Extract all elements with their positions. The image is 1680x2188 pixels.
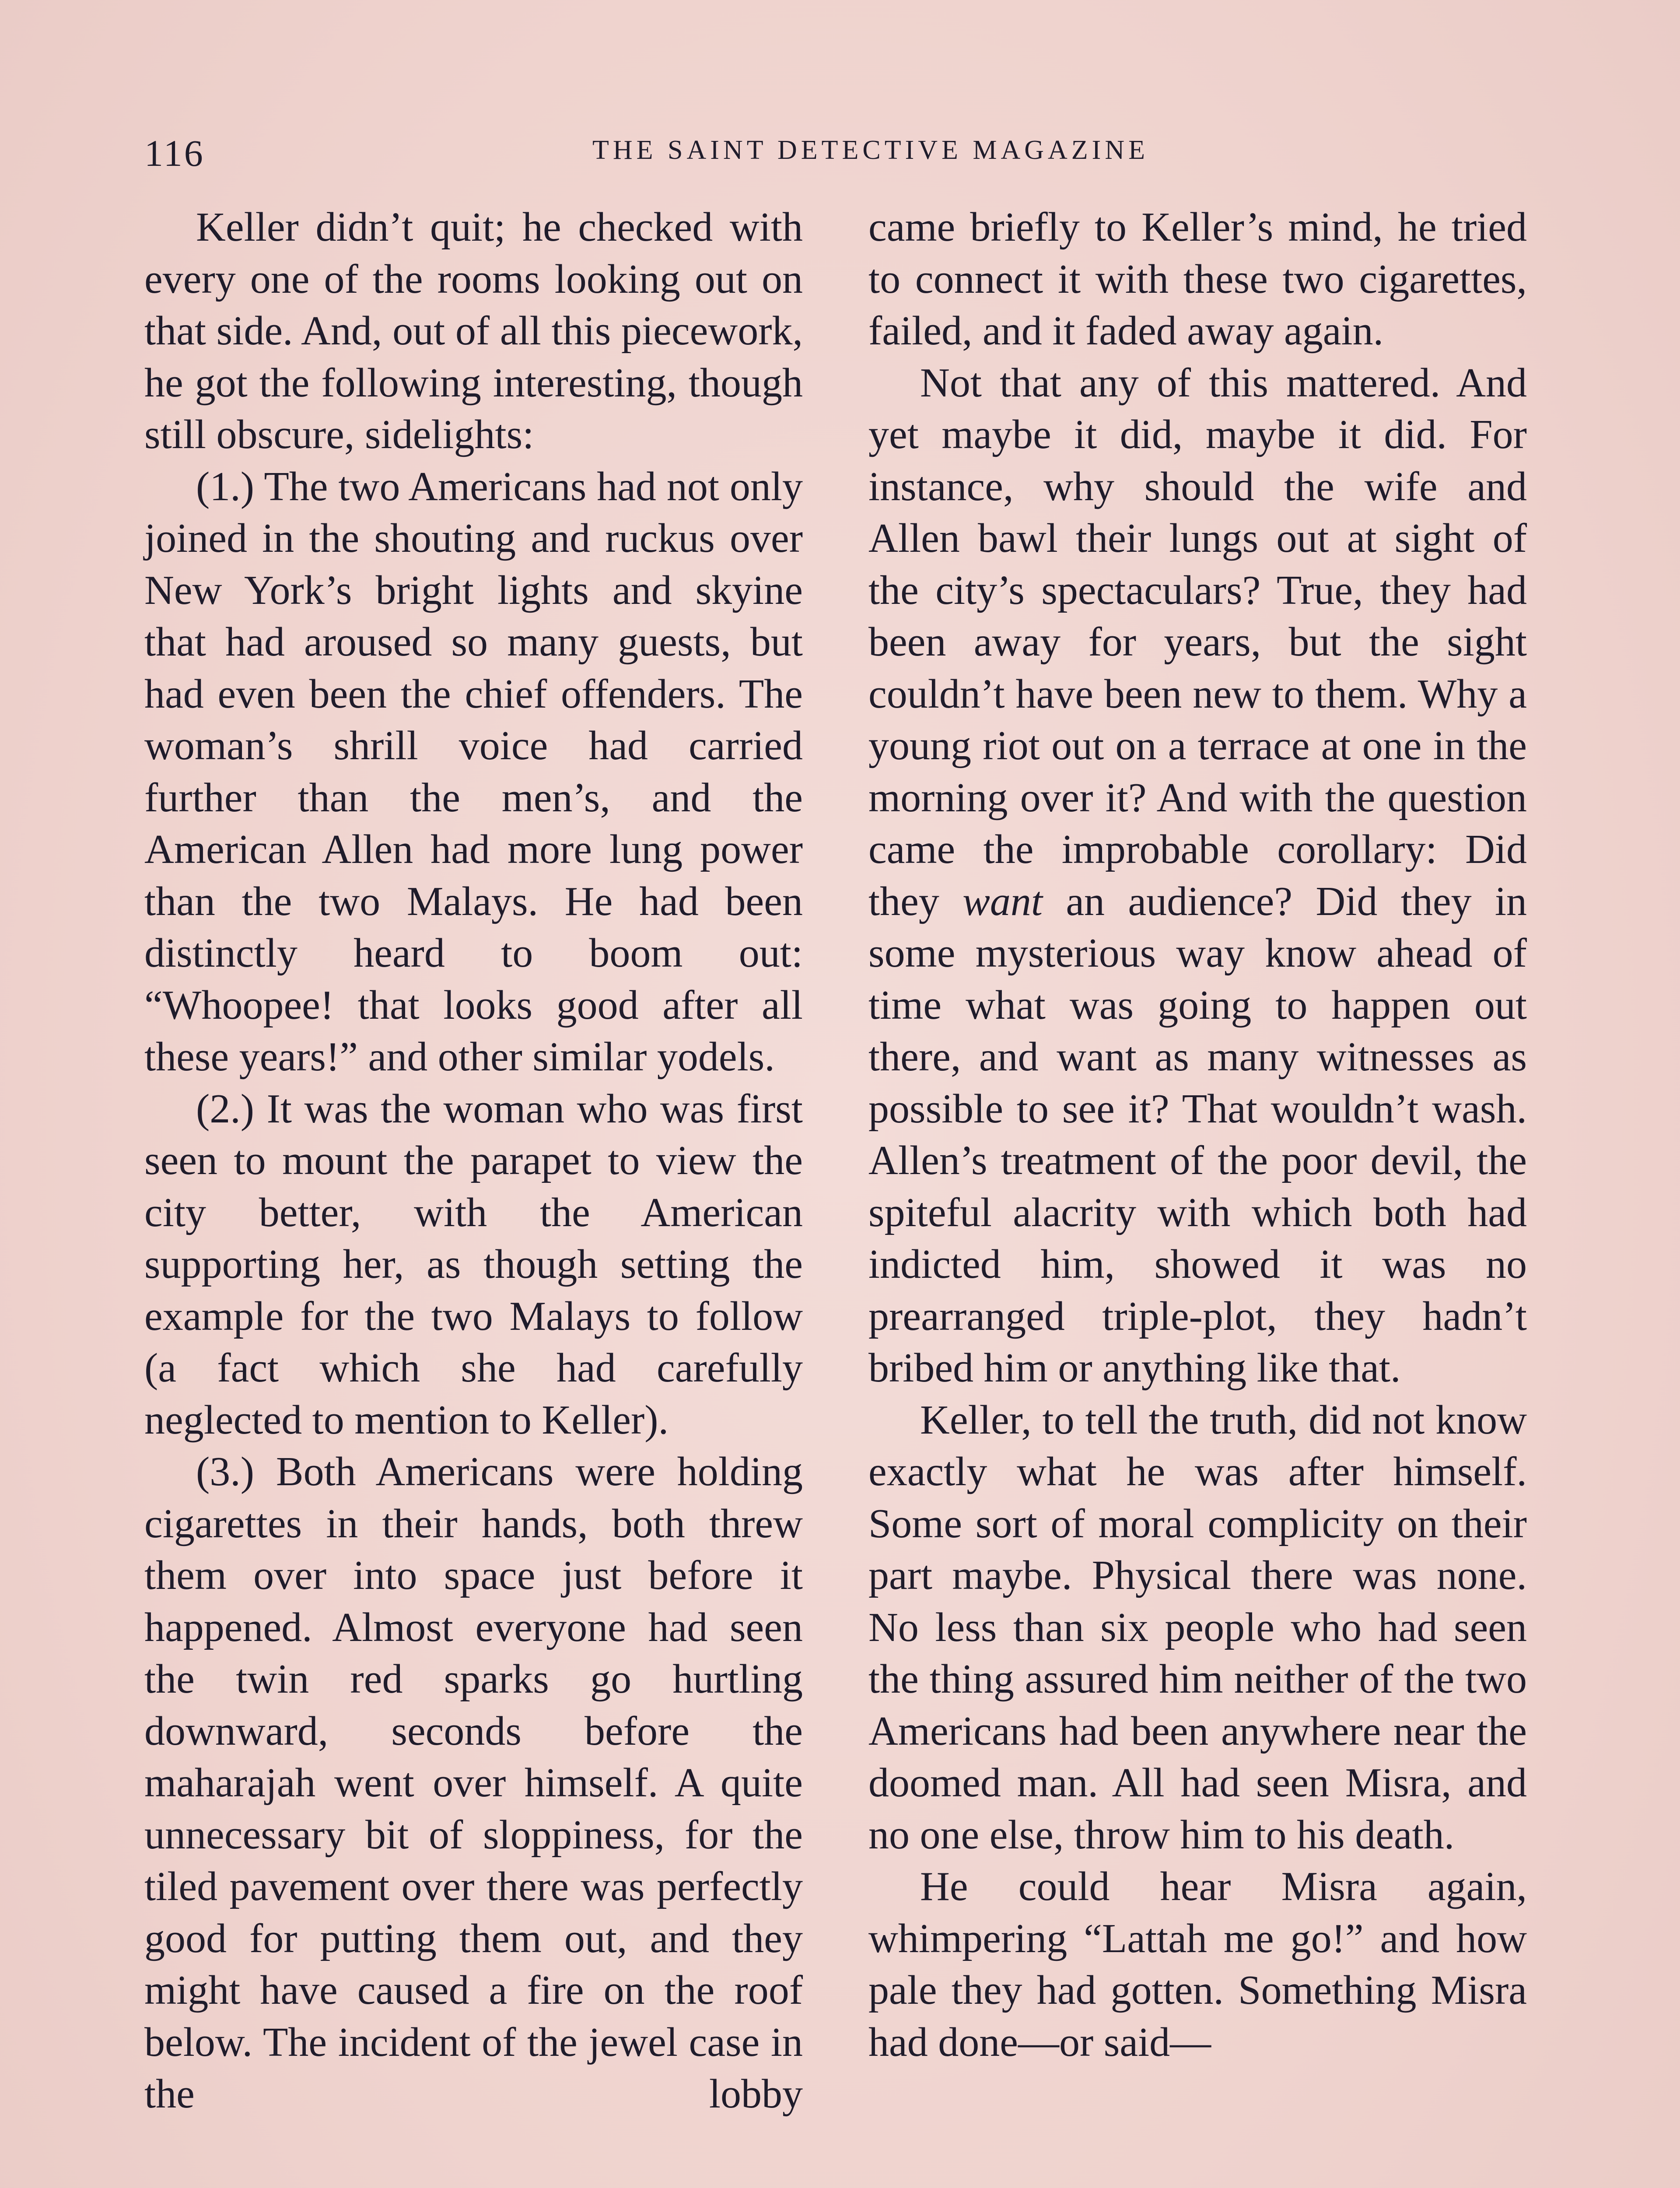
- page-number: 116: [144, 132, 205, 174]
- paragraph: (3.) Both Americans were holding cigarettes in their hands, both threw them over into space just before it happened. Almost everyone had seen the twin red sparks go hurtling downward, seconds before the maharajah went over himself. A quite unnecessary bit of sloppiness, for the tiled pavement over there was perfectly good for putting them out, and they might have caused a fire on the roof below. The incident of the jewel case in the lobby: [144, 1449, 803, 2117]
- paragraph: (2.) It was the woman who was first seen to mount the parapet to view the city better, with the American supporting her, as though setting the example for the two Malays to follow (a fact which she had carefully neglected to mention to Keller).: [144, 1086, 803, 1443]
- right-column: [868, 201, 1527, 2068]
- paragraph: He could hear Misra again, whimpering “Lattah me go!” and how pale they had gotten. Something Misra had done—or said—: [868, 1864, 1527, 2065]
- paragraph: [868, 357, 1527, 1394]
- paragraph: (1.) The two Americans had not only joined in the shouting and ruckus over New York’s bright lights and skyine that had aroused so many guests, but had even been the chief offenders. The woman’s shrill voice had carried further than the men’s, and the American Allen had more lung power than the two Malays. He had been distinctly heard to boom out: “Whoopee! that looks good after all these years!” and other similar yodels.: [144, 463, 803, 1080]
- left-column: [144, 201, 803, 2120]
- emphasis-text: want: [962, 878, 1043, 924]
- paragraph-text: Not that any of this mattered. And yet maybe it did, maybe it did. For instance, why should the wife and Allen bawl their lungs out at sight of the city’s spectaculars? True, they had been away for years, but the sight couldn’t have been new to them. Why a young riot out on a terrace at one in the morning over it? And with the question came the improbable corollary: Did they: [868, 360, 1527, 924]
- paragraph-text: an audience? Did they in some mysterious way know ahead of time what was going to happen out there, and want as many witnesses as possible to see it? That wouldn’t wash. Allen’s treatment of the poor devil, the spiteful alacrity with which both had indicted him, showed it was no prearranged triple-plot, they hadn’t bribed him or anything like that.: [868, 878, 1527, 1391]
- running-head: [144, 131, 1531, 179]
- paragraph: Keller, to tell the truth, did not know exactly what he was after himself. Some sort of moral complicity on their part maybe. Physical there was none. No less than six people who had seen the thing assured him neither of the two Americans had been anywhere near the doomed man. All had seen Misra, and no one else, throw him to his death.: [868, 1397, 1527, 1858]
- paragraph: came briefly to Keller’s mind, he tried to connect it with these two cigarettes, failed, and it faded away again.: [868, 204, 1527, 354]
- paragraph: Keller didn’t quit; he checked with every one of the rooms looking out on that side. And, out of all this piecework, he got the following interesting, though still obscure, sidelights:: [144, 204, 803, 457]
- magazine-title: THE SAINT DETECTIVE MAGAZINE: [592, 135, 1149, 165]
